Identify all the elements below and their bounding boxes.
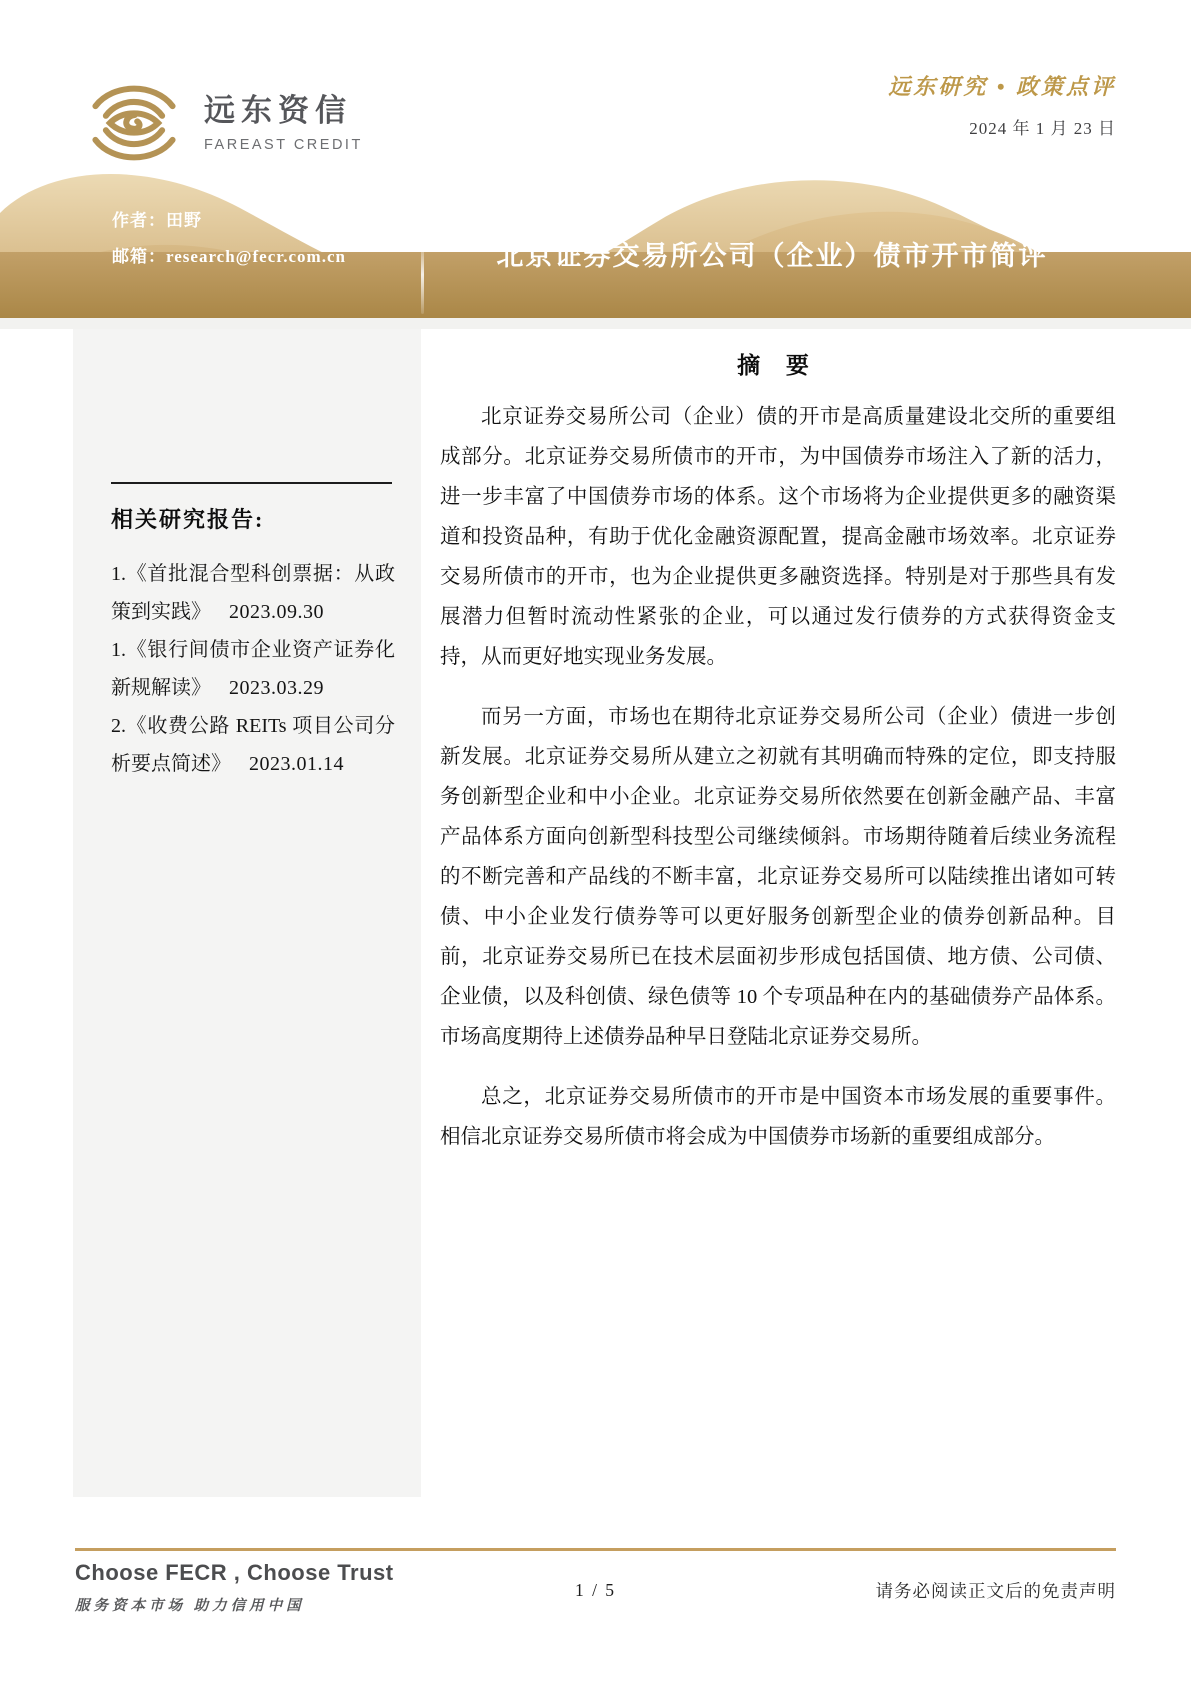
list-item: [111, 707, 395, 783]
sidebar-heading: 相关研究报告:: [111, 507, 265, 532]
author-email: 邮箱：research@fecr.com.cn: [112, 247, 346, 266]
page-number: 1 / 5: [574, 1580, 617, 1600]
logo-text: [204, 85, 363, 153]
author-name: 作者：田野: [112, 211, 202, 230]
report-title: 北京证券交易所公司（企业）债市开市简评: [496, 241, 1048, 271]
list-item: [111, 555, 395, 631]
banner-bottom-strip: [0, 318, 1191, 329]
abstract-paragraph: 北京证券交易所公司（企业）债的开市是高质量建设北交所的重要组成部分。北京证券交易所债市的开市，为中国债券市场注入了新的活力，进一步丰富了中国债券市场的体系。这个市场将为企业提供更多的融资渠道和投资品种，有助于优化金融资源配置，提高金融市场效率。北京证券交易所债市的开市，也为企业提供更多融资选择。特别是对于那些具有发展潜力但暂时流动性紧张的企业，可以通过发行债券的方式获得资金支持，从而更好地实现业务发展。: [440, 406, 1116, 668]
logo-name-en: FAREAST CREDIT: [204, 137, 363, 153]
report-series-label: 远东研究 • 政策点评: [888, 74, 1116, 99]
related-research-sidebar: [73, 329, 421, 1497]
title-banner: [0, 148, 1191, 318]
slogan-chinese: 服务资本市场 助力信用中国: [75, 1598, 305, 1614]
logo-name-cn: 远东资信: [204, 93, 352, 128]
report-list: [111, 555, 395, 783]
abstract-paragraph: 总之，北京证券交易所债市的开市是中国资本市场发展的重要事件。相信北京证券交易所债市将会成为中国债券市场新的重要组成部分。: [440, 1086, 1116, 1148]
report-item-date: 2023.03.29: [229, 677, 324, 699]
report-title-text: 1.《首批混合型科创票据：从政策到实践》: [111, 563, 395, 623]
disclaimer-note: 请务必阅读正文后的免责声明: [875, 1581, 1116, 1601]
list-item: [111, 631, 395, 707]
author-block: [112, 212, 346, 265]
abstract-section: [440, 347, 1116, 1177]
report-title-text: 2.《收费公路 REITs 项目公司分析要点简述》: [111, 715, 395, 775]
abstract-paragraph: 而另一方面，市场也在期待北京证券交易所公司（企业）债进一步创新发展。北京证券交易所从建立之初就有其明确而特殊的定位，即支持服务创新型企业和中小企业。北京证券交易所依然要在创新金融产品、丰富产品体系方面向创新型科技型公司继续倾斜。市场期待随着后续业务流程的不断完善和产品线的不断丰富，北京证券交易所可以陆续推出诸如可转债、中小企业发行债券等可以更好服务创新型企业的债券创新品种。目前，北京证券交易所已在技术层面初步形成包括国债、地方债、公司债、企业债，以及科创债、绿色债等 10 个专项品种在内的基础债券产品体系。市场高度期待上述债券品种早日登陆北京证券交易所。: [440, 706, 1116, 1048]
slogan-english: Choose FECR , Choose Trust: [75, 1560, 394, 1585]
sidebar-rule: [111, 482, 392, 484]
report-item-date: 2023.01.14: [249, 753, 344, 775]
abstract-heading: 摘 要: [737, 353, 819, 378]
report-title-text: 1.《银行间债市企业资产证券化新规解读》: [111, 639, 395, 699]
report-item-date: 2023.09.30: [229, 601, 324, 623]
footer-divider: [75, 1548, 1116, 1551]
report-date: 2024 年 1 月 23 日: [969, 119, 1116, 138]
